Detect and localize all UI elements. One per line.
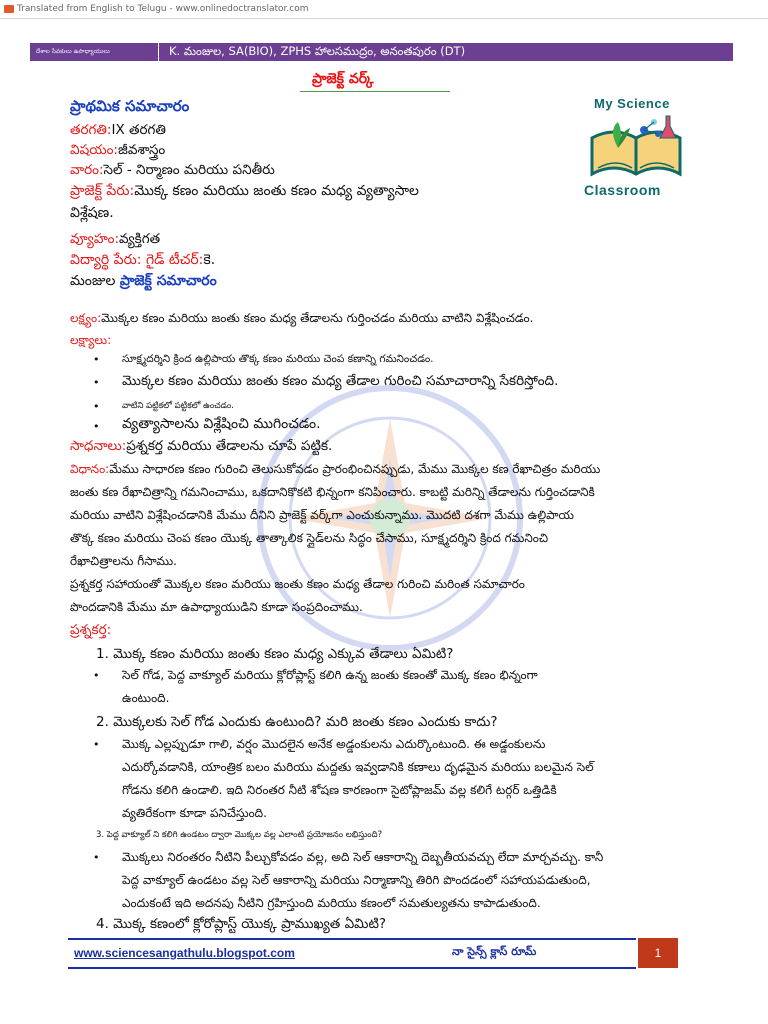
translation-text: Translated from English to Telugu - www.onlinedoctranslator.com — [17, 4, 309, 14]
method-line: జంతు కణ రేఖాచిత్రాన్ని గమనించాము, ఒకదానికొకటి భిన్నంగా కనిపించారు. కాబట్టి మరిన్ని తేడాలను గుర్తించడానికి — [70, 485, 595, 499]
logo-text-bottom: Classroom — [584, 182, 661, 198]
method-label: విధానం: — [70, 462, 110, 476]
answer-line: సెల్ గోడ, పెద్ద వాక్యూల్ మరియు క్లోరోప్లాస్ట్ కలిగి ఉన్న జంతు కణంతో మొక్క కణం భిన్నంగా — [122, 668, 538, 682]
unit-row — [70, 162, 275, 181]
bullet: • — [93, 851, 100, 864]
bullet: • — [93, 420, 100, 433]
subject-value: జీవశాస్త్రం — [117, 142, 166, 158]
method-line — [70, 462, 600, 479]
footer-divider — [68, 938, 636, 940]
objective-item: వాటిని పట్టికలో పట్టికలో ఉంచడం. — [122, 401, 234, 411]
question-3: 3. పెద్ద వాక్యూల్ ని కలిగి ఉండటం ద్వారా మొక్కల వల్ల ఎలాంటి ప్రయోజనం లభిస్తుంది? — [96, 830, 383, 840]
header-author: K. మంజుల, SA(BIO), ZPHS హాలసముద్రం, అనంతపురం (DT) — [158, 43, 733, 61]
footer-divider — [68, 967, 636, 969]
aim-value: మొక్కల కణం మరియు జంతు కణం మధ్య తేడాలను గుర్తించడం మరియు వాటిని విశ్లేషించడం. — [101, 311, 534, 325]
method-line: మరియు వాటిని విశ్లేషించడానికి మేము దీనిని ప్రాజెక్ట్ వర్క్‌గా ఎంచుకున్నాము. మొదటి దశగా మేము ఉల్లిపాయ — [70, 508, 574, 522]
objective-item: మొక్కల కణం మరియు జంతు కణం మధ్య తేడాల గురించి సమాచారాన్ని సేకరిస్తోంది. — [122, 373, 559, 389]
divider — [0, 18, 768, 19]
method-line: పొందడానికి మేము మా ఉపాధ్యాయుడిని కూడా సంప్రదించాము. — [70, 600, 363, 614]
question-1: 1. మొక్క కణం మరియు జంతు కణం మధ్య ఎక్కువ తేడాలు ఏమిటి? — [96, 646, 454, 662]
bullet: • — [93, 353, 100, 366]
page-header — [30, 43, 733, 61]
bullet: • — [93, 669, 100, 682]
student-value: కె. — [203, 252, 216, 268]
method-text: మేము సాధారణ కణం గురించి తెలుసుకోవడం ప్రారంభించినప్పుడు, మేము మొక్కల కణ రేఖాచిత్రం మరియు — [109, 462, 601, 476]
question-2: 2. మొక్కలకు సెల్ గోడ ఎందుకు ఉంటుంది? మరి జంతు కణం ఎందుకు కాదు? — [96, 714, 498, 730]
answer-line: ఎందుకంటే ఇది అదనపు నీటిని గ్రహిస్తుంది మరియు కణంలో సమతుల్యతను కాపాడుతుంది. — [122, 896, 541, 910]
project-name-value: మొక్క కణం మరియు జంతు కణం మధ్య వ్యత్యాసాల — [134, 183, 419, 199]
teacher-name: మంజుల — [70, 273, 116, 289]
objective-item: వ్యత్యాసాలను విశ్లేషించి ముగించడం. — [122, 416, 321, 432]
bullet: • — [93, 738, 100, 751]
project-info-heading: ప్రాజెక్ట్ సమాచారం — [119, 273, 217, 289]
tools-value: ప్రశ్నకర్త మరియు తేడాలను చూపే పట్టిక. — [126, 438, 333, 454]
aim-label: లక్ష్యం: — [70, 311, 102, 325]
project-name-row — [70, 183, 419, 202]
teacher-row — [70, 273, 217, 292]
question-4: 4. మొక్క కణంలో క్లోరోప్లాస్ట్ యొక్క ప్రాముఖ్యత ఏమిటి? — [96, 916, 387, 932]
header-tagline: దేశాల సేవకులు ఉపాధ్యాయులు — [36, 48, 110, 55]
project-name-label: ప్రాజెక్ట్ పేరు: — [70, 183, 135, 199]
aim-row — [70, 311, 533, 328]
project-work-title: ప్రాజెక్ట్ వర్క్ — [312, 71, 374, 87]
bullet: • — [93, 400, 100, 413]
answer-line: ఉంటుంది. — [122, 691, 170, 705]
answer-line: వ్యతిరేకంగా కూడా పనిచేస్తుంది. — [122, 806, 267, 820]
class-label: తరగతి: — [70, 122, 112, 138]
bullet: • — [93, 376, 100, 389]
class-value: IX తరగతి — [111, 122, 166, 138]
unit-value: సెల్ - నిర్మాణం మరియు పనితీరు — [103, 162, 275, 178]
answer-line: పెద్ద వాక్యూల్ ఉండటం వల్ల సెల్ ఆకారాన్ని మరియు నిర్మాణాన్ని తిరిగి పొందడంలో సహాయపడుతుంది, — [122, 873, 591, 887]
footer-classroom-name: నా సైన్స్ క్లాస్ రూమ్ — [452, 945, 537, 958]
student-row — [70, 252, 215, 271]
translation-banner — [0, 0, 768, 18]
student-label: విద్యార్థి పేరు: గైడ్ టీచర్: — [70, 252, 204, 268]
subject-label: విషయం: — [70, 142, 118, 158]
logo-text-top: My Science — [594, 96, 670, 111]
answer-line: మొక్కలు నిరంతరం నీటిని పీల్చుకోవడం వల్ల, అది సెల్ ఆకారాన్ని దెబ్బతీయవచ్చు లేదా మార్చవచ్చు. కానీ — [122, 850, 604, 864]
objective-item: సూక్ష్మదర్శిని క్రింద ఉల్లిపాయ తొక్క కణం మరియు చెంప కణాన్ని గమనించడం. — [122, 353, 434, 365]
method-line: రేఖాచిత్రాలను గీసాము. — [70, 554, 177, 568]
title-underline — [300, 91, 450, 92]
answer-line: మొక్క ఎల్లప్పుడూ గాలి, వర్షం మొదలైన అనేక అడ్డంకులను ఎదుర్కొంటుంది. ఈ అడ్డంకులను — [122, 737, 546, 751]
answer-line: గోడను కలిగి ఉండాలి. ఇది నిరంతర నీటి శోషణ కారణంగా సైటోప్లాజమ్ వల్ల కలిగే టర్గర్ ఒత్తిడికి — [122, 783, 557, 797]
my-science-classroom-logo — [578, 92, 694, 210]
method-line: ప్రశ్నకర్త సహాయంతో మొక్కల కణం మరియు జంతు కణం మధ్య తేడాల గురించి మరింత సమాచారం — [70, 577, 525, 591]
answer-line: ఎదుర్కోవడానికి, యాంత్రిక బలం మరియు మద్దతు ఇవ్వడానికి కణాలు దృఢమైన మరియు బలమైన సెల్ — [122, 760, 594, 774]
strategy-value: వ్యక్తిగత — [119, 231, 161, 247]
strategy-label: వ్యూహం: — [70, 231, 120, 247]
project-name-cont: విశ్లేషణ. — [70, 205, 114, 221]
strategy-row — [70, 231, 160, 250]
website-link[interactable]: www.sciencesangathulu.blogspot.com — [74, 946, 295, 960]
method-line: తొక్క కణం మరియు చెంప కణం యొక్క తాత్కాలిక స్లైడ్‌లను సిద్ధం చేసాము, సూక్ష్మదర్శిని క్రింద గమనించి — [70, 531, 549, 545]
tools-label: సాధనాలు: — [70, 438, 127, 454]
basic-info-heading: ప్రాథమిక సమాచారం — [70, 97, 190, 115]
page-number: 1 — [638, 938, 678, 968]
subject-row — [70, 142, 165, 161]
class-row — [70, 122, 166, 141]
unit-label: వారం: — [70, 162, 104, 178]
tools-row — [70, 438, 332, 457]
objectives-label: లక్ష్యాలు: — [70, 333, 112, 347]
translator-icon — [4, 5, 14, 13]
questionnaire-label: ప్రశ్నకర్త: — [70, 622, 112, 638]
